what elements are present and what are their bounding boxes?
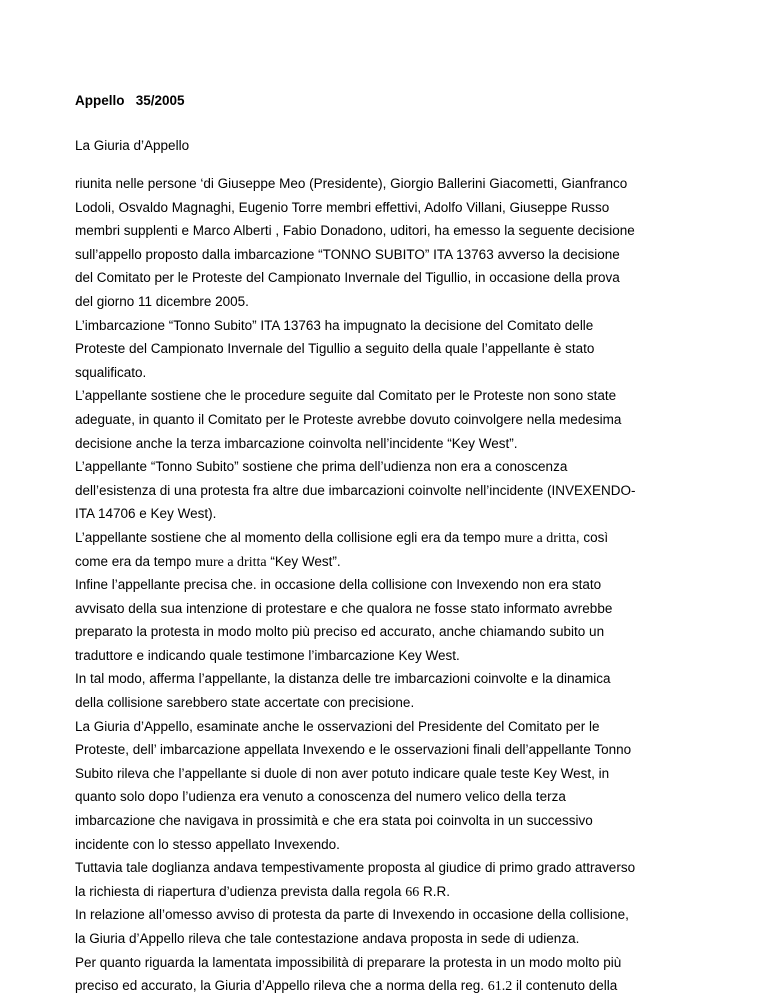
body-line bbox=[75, 809, 700, 833]
body-text: sull’appello proposto dalla imbarcazione “TONNO SUBITO” ITA 13763 avverso la decisione bbox=[75, 246, 620, 262]
body-line bbox=[75, 951, 700, 975]
body-text: “Key West”. bbox=[266, 553, 341, 569]
body-line bbox=[75, 573, 700, 597]
body-line bbox=[75, 974, 700, 998]
body-line bbox=[75, 196, 700, 220]
body-text: L’imbarcazione “Tonno Subito” ITA 13763 ha impugnato la decisione del Comitato delle bbox=[75, 317, 594, 333]
body-text: Proteste, dell’ imbarcazione appellata Invexendo e le osservazioni finali dell’appellante Tonno bbox=[75, 742, 632, 758]
body-line bbox=[75, 290, 700, 314]
body-line bbox=[75, 785, 700, 809]
body-line bbox=[75, 361, 700, 385]
body-text: L’appellante sostiene che le procedure seguite dal Comitato per le Proteste non sono state bbox=[75, 388, 617, 404]
body-text: Infine l’appellante precisa che. in occasione della collisione con Invexendo non era stato bbox=[75, 577, 602, 593]
body-line bbox=[75, 738, 700, 762]
body-line bbox=[75, 455, 700, 479]
body-text: traduttore e indicando quale testimone l’imbarcazione Key West. bbox=[75, 647, 460, 663]
body-text: dell’esistenza di una protesta fra altre due imbarcazioni coinvolte nell’incidente (INVEXENDO- bbox=[75, 482, 636, 498]
body-line bbox=[75, 337, 700, 361]
body-text: Per quanto riguarda la lamentata impossibilità di preparare la protesta in un modo molto più bbox=[75, 954, 622, 970]
body-text: R.R. bbox=[419, 883, 450, 899]
body-text: Proteste del Campionato Invernale del Tigullio a seguito della quale l’appellante è stato bbox=[75, 341, 595, 357]
body-line bbox=[75, 691, 700, 715]
body-text: quanto solo dopo l’udienza era venuto a conoscenza del numero velico della terza bbox=[75, 789, 566, 805]
body-text: In relazione all’omesso avviso di protesta da parte di Invexendo in occasione della collisione, bbox=[75, 907, 629, 923]
body-text-serif: mure a dritta bbox=[195, 554, 267, 570]
body-text: il contenuto della bbox=[512, 978, 618, 994]
document-subtitle: La Giuria d’Appello bbox=[75, 138, 190, 153]
body-text: come era da tempo bbox=[75, 553, 196, 569]
body-text: In tal modo, afferma l’appellante, la distanza delle tre imbarcazioni coinvolte e la dinamica bbox=[75, 671, 611, 687]
body-text: la richiesta di riapertura d’udienza prevista dalla regola bbox=[75, 883, 406, 899]
body-text: del giorno 11 dicembre 2005. bbox=[75, 293, 249, 309]
body-line bbox=[75, 219, 700, 243]
body-text: La Giuria d’Appello, esaminate anche le osservazioni del Presidente del Comitato per le bbox=[75, 718, 600, 734]
body-text: del Comitato per le Proteste del Campionato Invernale del Tigullio, in occasione della prova bbox=[75, 270, 620, 286]
body-line bbox=[75, 762, 700, 786]
body-text: , così bbox=[575, 529, 609, 545]
body-text: imbarcazione che navigava in prossimità e che era stata poi coinvolta in un successivo bbox=[75, 813, 593, 829]
body-line bbox=[75, 903, 700, 927]
body-text: squalificato. bbox=[75, 364, 147, 380]
body-line bbox=[75, 408, 700, 432]
body-text: preparato la protesta in modo molto più preciso ed accurato, anche chiamando subito un bbox=[75, 624, 605, 640]
body-line bbox=[75, 314, 700, 338]
body-text: ITA 14706 e Key West). bbox=[75, 506, 217, 522]
body-line bbox=[75, 432, 700, 456]
body-line bbox=[75, 644, 700, 668]
body-text: decisione anche la terza imbarcazione coinvolta nell’incidente “Key West”. bbox=[75, 435, 518, 451]
body-line bbox=[75, 667, 700, 691]
body-line bbox=[75, 927, 700, 951]
body-text: incidente con lo stesso appellato Invexendo. bbox=[75, 836, 340, 852]
body-text: riunita nelle persone ‘di Giuseppe Meo (Presidente), Giorgio Ballerini Giacometti, Gianfranco bbox=[75, 176, 628, 191]
body-text: Lodoli, Osvaldo Magnaghi, Eugenio Torre membri effettivi, Adolfo Villani, Giuseppe Russo bbox=[75, 199, 610, 215]
body-text: L’appellante sostiene che al momento della collisione egli era da tempo bbox=[75, 529, 505, 545]
body-line bbox=[75, 172, 700, 196]
body-line bbox=[75, 384, 700, 408]
body-text: la Giuria d’Appello rileva che tale contestazione andava proposta in sede di udienza. bbox=[75, 931, 580, 946]
body-text-serif: 61.2 bbox=[487, 979, 513, 995]
body-text: membri supplenti e Marco Alberti , Fabio Donadono, uditori, ha emesso la seguente decisione bbox=[75, 223, 635, 239]
body-text: Subito rileva che l’appellante si duole di non aver potuto indicare quale teste Key West, in bbox=[75, 765, 610, 781]
body-text: preciso ed accurato, la Giuria d’Appello rileva che a norma della reg. bbox=[75, 978, 488, 994]
body-line bbox=[75, 550, 700, 574]
body-line bbox=[75, 502, 700, 526]
body-line bbox=[75, 833, 700, 857]
body-line bbox=[75, 856, 700, 880]
body-line bbox=[75, 243, 700, 267]
body-line bbox=[75, 620, 700, 644]
body-line bbox=[75, 526, 700, 550]
body-text-serif: mure a dritta bbox=[504, 530, 576, 546]
body-text: adeguate, in quanto il Comitato per le Proteste avrebbe dovuto coinvolgere nella medesima bbox=[75, 411, 622, 427]
document-title: Appello 35/2005 bbox=[75, 93, 185, 108]
body-text-serif: 66 bbox=[405, 884, 420, 900]
body-text: L’appellante “Tonno Subito” sostiene che prima dell’udienza non era a conoscenza bbox=[75, 459, 568, 475]
body-text: avvisato della sua intenzione di protestare e che qualora ne fosse stato informato avrebbe bbox=[75, 600, 613, 616]
body-text: Tuttavia tale doglianza andava tempestivamente proposta al giudice di primo grado attraverso bbox=[75, 860, 636, 876]
body-line bbox=[75, 479, 700, 503]
document-body bbox=[75, 172, 700, 998]
body-line bbox=[75, 715, 700, 739]
body-line bbox=[75, 880, 700, 904]
body-text: della collisione sarebbero state accertate con precisione. bbox=[75, 695, 415, 711]
body-line bbox=[75, 597, 700, 621]
body-line bbox=[75, 266, 700, 290]
